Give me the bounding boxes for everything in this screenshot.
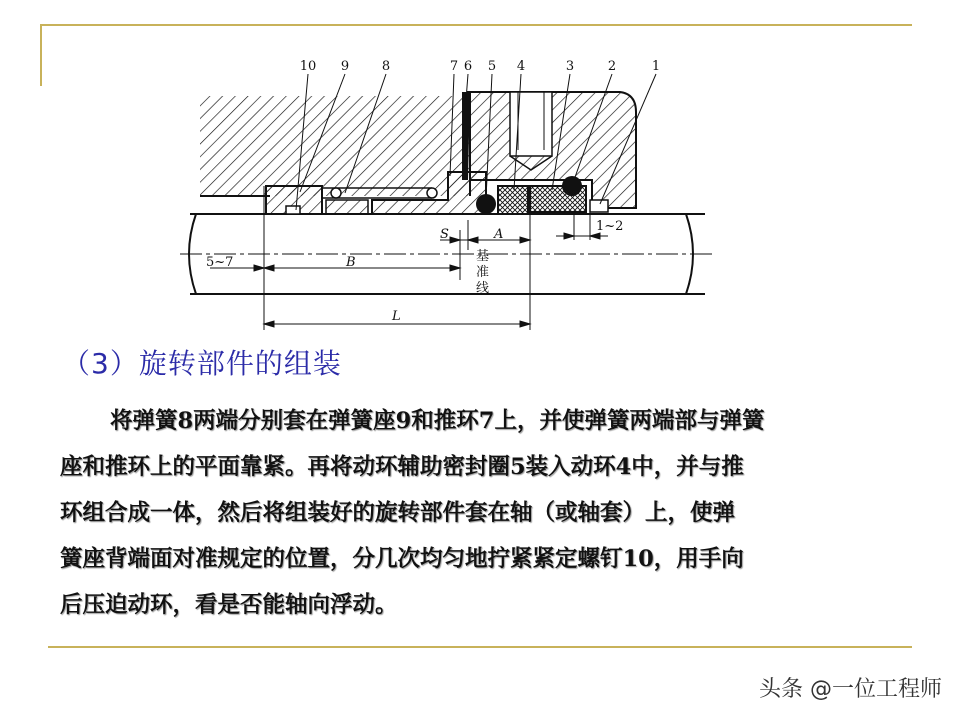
part-label-4: 4 — [516, 59, 526, 74]
shaft — [180, 214, 715, 294]
part-label-6: 6 — [463, 59, 473, 74]
dimension-lines — [210, 233, 608, 327]
part-number-labels — [300, 59, 660, 74]
paragraph-line-2: 座和推环上的平面靠紧。再将动环辅助密封圈5装入动环4中，并与推 — [60, 454, 744, 480]
reference-line-label — [476, 249, 489, 296]
reference-char-2: 准 — [476, 265, 490, 280]
paragraph-line-1: 将弹簧8两端分别套在弹簧座9和推环7上，并使弹簧两端部与弹簧 — [110, 408, 765, 434]
part-label-3: 3 — [565, 59, 575, 74]
watermark: 头条 @一位工程师 — [759, 677, 942, 702]
part-label-9: 9 — [340, 59, 350, 74]
part-label-5: 5 — [487, 59, 497, 74]
part-label-7: 7 — [449, 59, 459, 74]
section-heading: （3）旋转部件的组装 — [62, 347, 342, 380]
paragraph-line-5: 后压迫动环，看是否能轴向浮动。 — [60, 592, 398, 618]
paragraph-line-4: 簧座背端面对准规定的位置，分几次均匀地拧紧紧定螺钉10，用手向 — [60, 546, 744, 572]
part-label-1: 1 — [651, 59, 661, 74]
part-label-8: 8 — [381, 59, 391, 74]
dim-gap-left: 5~7 — [206, 255, 234, 270]
dim-B: B — [346, 255, 356, 270]
mechanical-seal-drawing — [0, 0, 960, 340]
reference-char-1: 基 — [476, 249, 490, 264]
set-screw — [286, 206, 300, 214]
dim-L: L — [392, 309, 401, 324]
stationary-o-ring — [562, 176, 582, 196]
bottom-decor-line — [48, 646, 912, 648]
gland-gasket — [462, 92, 468, 180]
rotating-ring — [498, 186, 528, 214]
anti-rotation-pin — [590, 200, 608, 212]
reference-char-3: 线 — [476, 281, 490, 296]
part-label-10: 10 — [299, 59, 317, 74]
dim-gap-right: 1~2 — [596, 219, 624, 234]
dim-S: S — [440, 227, 449, 242]
paragraph-line-3: 环组合成一体，然后将组装好的旋转部件套在轴（或轴套）上，使弹 — [60, 500, 736, 526]
dimension-labels — [206, 219, 623, 324]
assembly-instructions — [60, 398, 888, 628]
part-label-2: 2 — [607, 59, 617, 74]
dim-A: A — [494, 227, 504, 242]
